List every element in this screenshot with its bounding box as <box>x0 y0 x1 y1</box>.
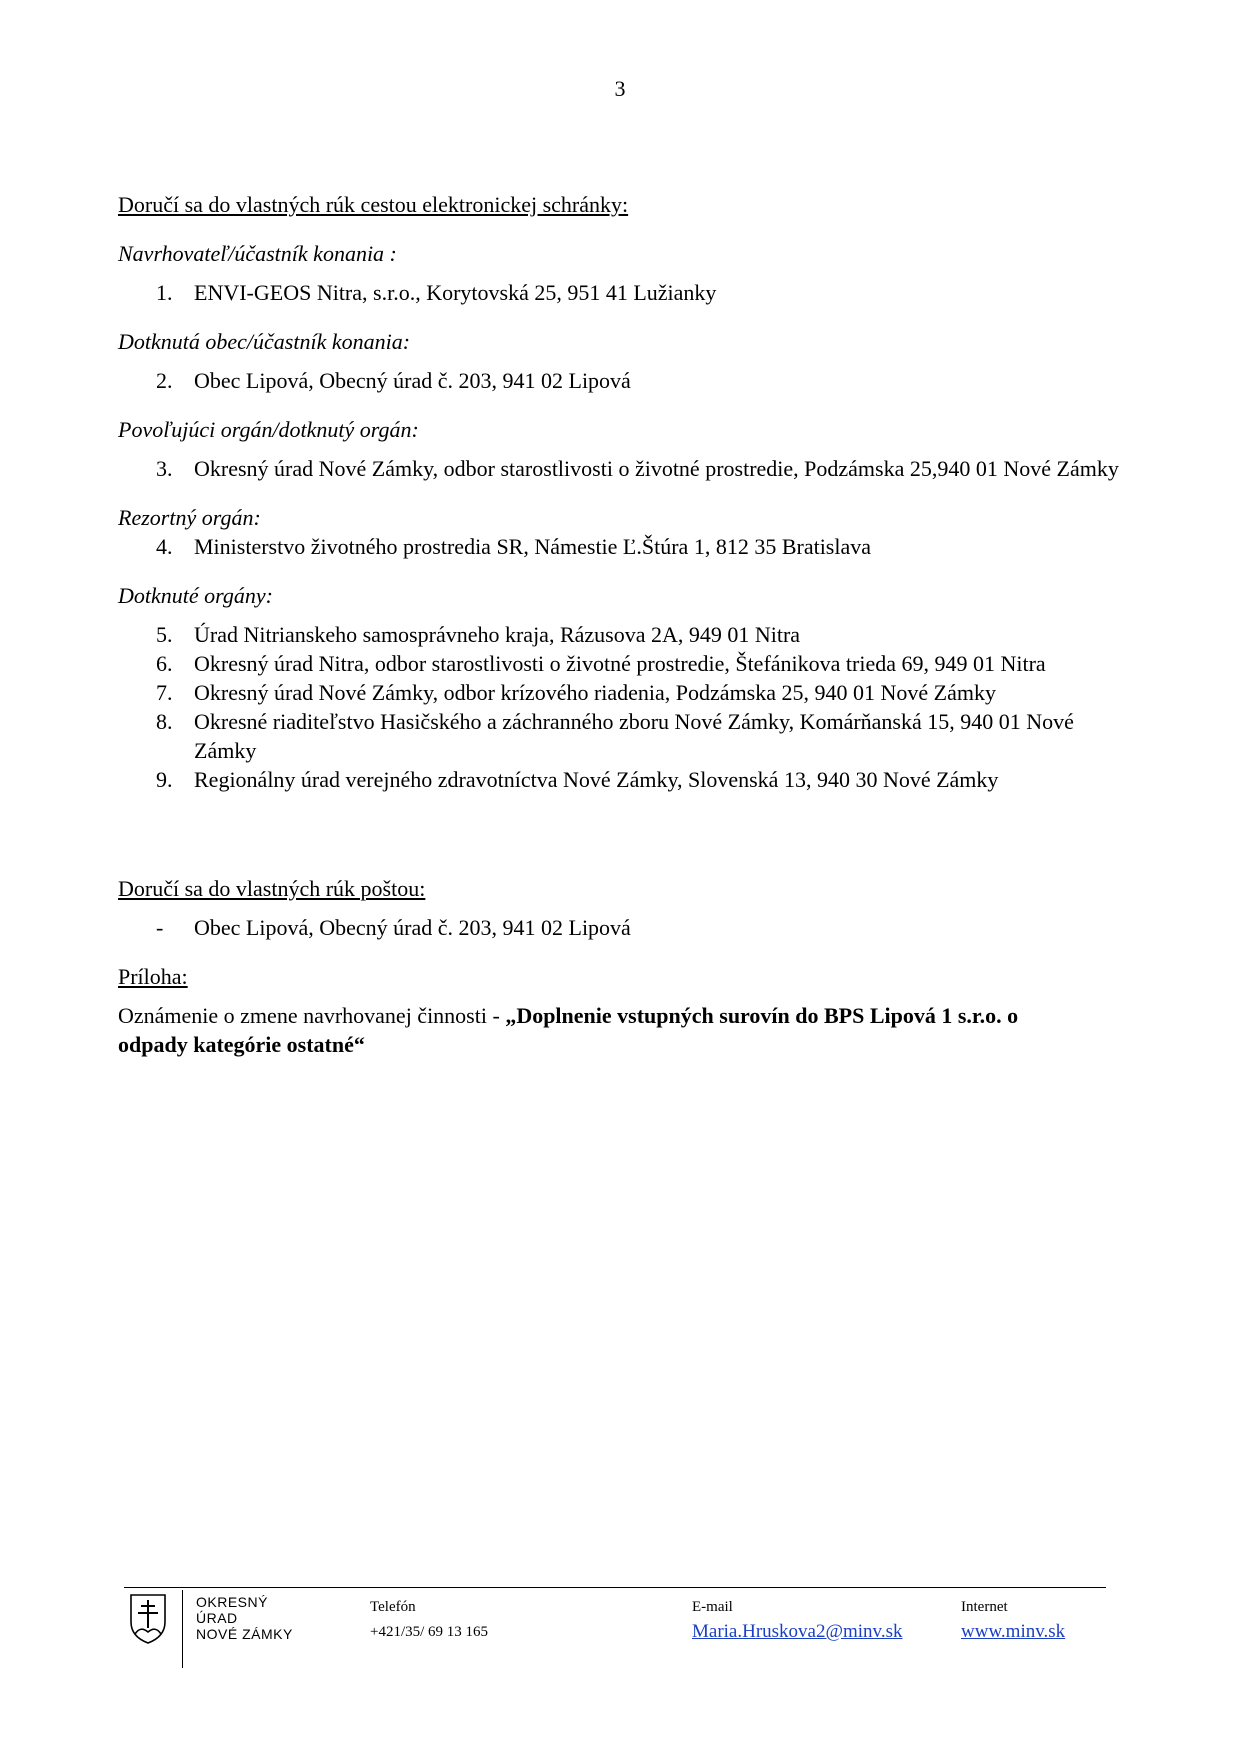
attachment-heading: Príloha: <box>118 964 188 989</box>
group-title-municipality: Dotknutá obec/účastník konania: <box>118 329 411 354</box>
list-item: 5. Úrad Nitrianskeho samosprávneho kraja, Rázusova 2A, 949 01 Nitra <box>156 622 801 647</box>
recipient-list <box>118 454 1138 483</box>
list-item: 4. Ministerstvo životného prostredia SR, Námestie Ľ.Štúra 1, 812 35 Bratislava <box>156 534 872 559</box>
list-item: - Obec Lipová, Obecný úrad č. 203, 941 02 Lipová <box>156 915 631 940</box>
list-item: 6. Okresný úrad Nitra, odbor starostlivosti o životné prostredie, Štefánikova trieda 69, 949 01 Nitra <box>156 651 1046 676</box>
list-item: 9. Regionálny úrad verejného zdravotníctva Nové Zámky, Slovenská 13, 940 30 Nové Zámky <box>156 767 999 792</box>
phone-label: Telefón <box>370 1599 416 1615</box>
page-number: 3 <box>614 76 626 101</box>
office-name: OKRESNÝ ÚRAD NOVÉ ZÁMKY <box>196 1594 293 1642</box>
recipient-list <box>118 278 1138 307</box>
phone-value: +421/35/ 69 13 165 <box>370 1624 489 1640</box>
email-label: E-mail <box>692 1599 733 1615</box>
footer-internet <box>961 1596 1065 1643</box>
email-link[interactable]: Maria.Hruskova2@minv.sk <box>692 1621 903 1642</box>
group-title-affected-authorities: Dotknuté orgány: <box>118 583 273 608</box>
footer-vertical-divider <box>182 1590 183 1668</box>
footer-divider <box>124 1587 1106 1588</box>
list-item: 2. Obec Lipová, Obecný úrad č. 203, 941 02 Lipová <box>156 368 631 393</box>
group-title-ministry: Rezortný orgán: <box>118 505 261 530</box>
footer-email <box>692 1596 902 1643</box>
list-item: 7. Okresný úrad Nové Zámky, odbor krízového riadenia, Podzámska 25, 940 01 Nové Zámky <box>156 680 996 705</box>
group-title-applicant: Navrhovateľ/účastník konania : <box>118 241 397 266</box>
internet-label: Internet <box>961 1599 1008 1615</box>
attachment-text: Oznámenie o zmene navrhovanej činnosti - „Doplnenie vstupných surovín do BPS Lipová 1 s.r.o. o odpady kategórie ostatné“ <box>118 1003 1019 1057</box>
list-item: 3. Okresný úrad Nové Zámky, odbor starostlivosti o životné prostredie, Podzámska 25,940 01 Nové Zámky <box>156 456 1119 481</box>
recipient-list <box>118 366 1138 395</box>
internet-link[interactable]: www.minv.sk <box>961 1621 1066 1642</box>
post-recipient-list <box>118 913 1138 942</box>
footer-phone <box>370 1596 488 1643</box>
document-body <box>118 190 1138 1059</box>
delivery-electronic-heading: Doručí sa do vlastných rúk cestou elektronickej schránky: <box>118 192 629 217</box>
delivery-post-heading: Doručí sa do vlastných rúk poštou: <box>118 876 426 901</box>
slovak-crest-icon <box>128 1592 168 1644</box>
recipient-list <box>118 532 1138 561</box>
group-title-permitting-authority: Povoľujúci orgán/dotknutý orgán: <box>118 417 419 442</box>
list-item: 1. ENVI-GEOS Nitra, s.r.o., Korytovská 25, 951 41 Lužianky <box>156 280 717 305</box>
recipient-list <box>118 620 1138 794</box>
list-item: 8. Okresné riaditeľstvo Hasičského a záchranného zboru Nové Zámky, Komárňanská 15, 940 01 Nové Zámky <box>156 709 1074 763</box>
